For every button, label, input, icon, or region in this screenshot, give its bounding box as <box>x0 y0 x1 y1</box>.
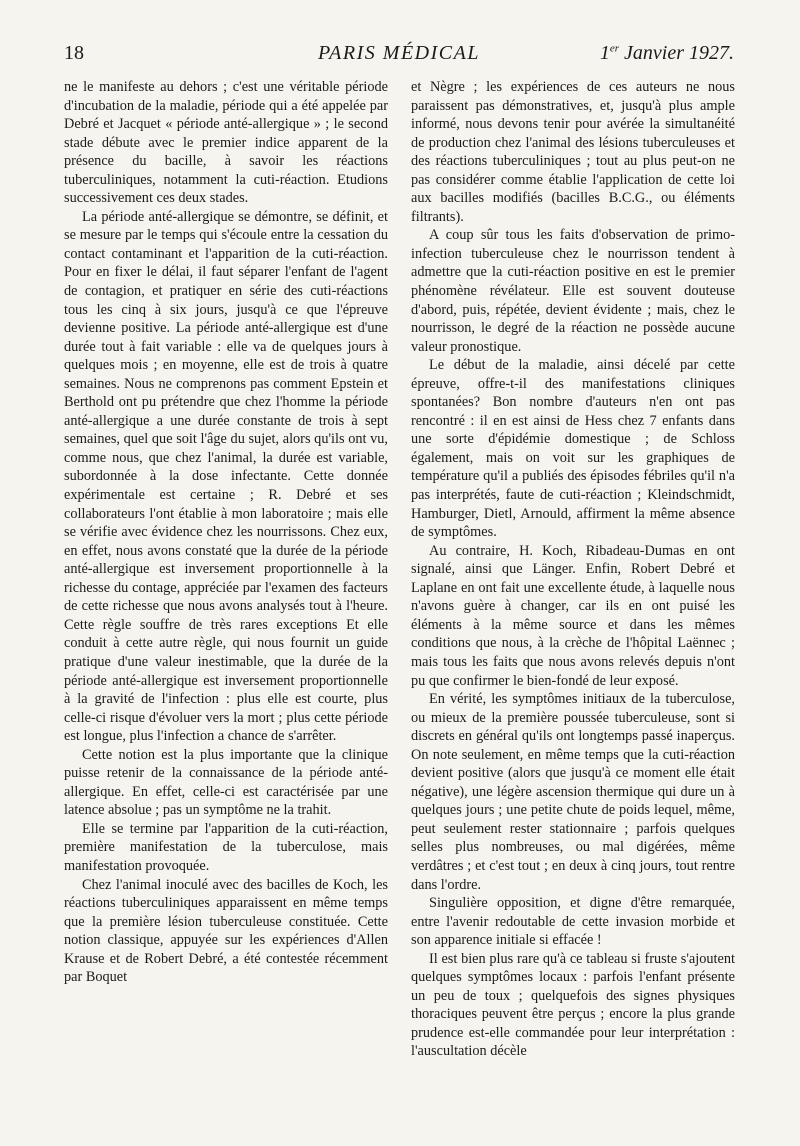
right-paragraph-5: En vérité, les symptômes initiaux de la tuberculose, ou mieux de la première poussée tuberculeuse, sont si discrets en général qu'ils ont longtemps passé inaperçus. On note seulement, en même temps que la cuti-réaction devient positive (alors que jusqu'à ce moment elle était négative), une légère ascension thermique qui dure un à quelques jours ; une petite chute de poids lequel, même, peut seulement rester stationnaire ; parfois quelques selles plus nombreuses, ou mal digérées, même verdâtres ; et c'est tout ; en deux à cinq jours, tout rentre dans l'ordre. <box>411 691 735 893</box>
running-header <box>64 42 734 72</box>
journal-title: PARIS MÉDICAL <box>318 42 480 64</box>
right-paragraph-4: Au contraire, H. Koch, Ribadeau-Dumas en ont signalé, ainsi que Länger. Enfin, Robert Debré et Laplane en ont fait une excellente étude, à laquelle nous n'avons guère à changer, car ils en ont puisé les éléments à la même source et dans les mêmes conditions que nous, à la crèche de l'hôpital Laënnec ; mais tous les faits que nous avons relevés depuis n'ont pu que confirmer le bien-fondé de leur exposé. <box>411 542 735 689</box>
date-day: 1 <box>599 42 610 64</box>
right-paragraph-2: A coup sûr tous les faits d'observation de primo-infection tuberculeuse chez le nourrisson tendent à admettre que la cuti-réaction positive en est le premier phénomène révélateur. Elle est souvent douteuse d'abord, puis, répétée, devient évidente ; mais, chez le nourrisson, le degré de la réaction ne possède aucune valeur pronostique. <box>411 227 735 355</box>
left-paragraph-2: La période anté-allergique se démontre, se définit, et se mesure par le temps qui s'écoule entre la cessation du contact contaminant et l'apparition de la cuti-réaction. Pour en fixer le délai, il faut séparer l'enfant de l'agent de contagion, et pratiquer en série des cuti-réactions tous les cinq à six jours, jusqu'à ce que l'épreuve devienne positive. La période anté-allergique est d'une durée tout à fait variable : elle va de quelques jours à quelques mois ; en moyenne, elle est de trois à quatre semaines. Nous ne comprenons pas comment Epstein et Berthold ont pu prétendre que chez l'homme la période anté-allergique a une durée constante de trois à sept semaines, quel que soit l'âge du sujet, alors qu'ils ont vu, comme nous, que chez l'animal, la durée est variable, subordonnée à la dose infectante. Cette donnée expérimentale est certaine ; R. Debré et ses collaborateurs l'ont établie à mon laboratoire ; mais elle se vérifie avec évidence chez les nourrissons. Chez eux, en effet, nous avons constaté que la durée de la période anté-allergique est inversement proportionnelle à la richesse du contage, appréciée par l'examen des facteurs de cette richesse que nous avons analysés tout à l'heure. Cette règle souffre de très rares exceptions Et elle conduit à cette autre règle, qui nous fournit un guide pratique d'une valeur inestimable, que la durée de la période anté-allergique est inversement proportionnelle à la gravité de l'infection : plus elle est courte, plus celle-ci risque d'évoluer vers la mort ; plus cette période est longue, plus l'infection a chance de s'arrêter. <box>64 208 388 745</box>
right-paragraph-6: Singulière opposition, et digne d'être remarquée, entre l'avenir redoutable de cette invasion morbide et son apparence initiale si effacée ! <box>411 895 735 949</box>
issue-date <box>600 42 734 65</box>
right-paragraph-7: Il est bien plus rare qu'à ce tableau si fruste s'ajoutent quelques symptômes locaux : parfois l'enfant présente un peu de toux ; quelquefois des signes physiques thoraciques peuvent être perçus ; encore la plus grande prudence est-elle commandée pour leur interprétation : l'auscultation décèle <box>411 950 735 1060</box>
left-column <box>64 78 388 987</box>
left-paragraph-5: Chez l'animal inoculé avec des bacilles de Koch, les réactions tuberculiniques apparaissent en même temps que la première lésion tuberculeuse constituée. Cette notion classique, appuyée sur les expériences d'Allen Krause et de Robert Debré, a été contestée récemment par Boquet <box>64 876 388 986</box>
page-number: 18 <box>64 42 84 64</box>
date-superscript: er <box>609 42 620 55</box>
right-paragraph-1: et Nègre ; les expériences de ces auteurs ne nous paraissent pas démonstratives, et, jusqu'à plus ample informé, nous devons tenir pour avérée la simultanéité de production chez l'animal des lésions tuberculeuses et des réactions tuberculiniques ; tout au plus peut-on ne pas considérer comme établie l'application de cette loi aux bacilles modifiés (bacilles B.C.G., ou éléments filtrants). <box>411 79 735 225</box>
left-paragraph-1: ne le manifeste au dehors ; c'est une véritable période d'incubation de la maladie, période qui a été appelée par Debré et Jacquet « période anté-allergique » ; le second stade débute avec le premier indice apparent de la présence du bacille, à savoir les réactions tuberculiniques, notamment la cuti-réaction. Etudions successivement ces deux stades. <box>64 79 388 207</box>
left-paragraph-4: Elle se termine par l'apparition de la cuti-réaction, première manifestation de la tuberculose, mais manifestation provoquée. <box>64 820 388 874</box>
right-paragraph-3: Le début de la maladie, ainsi décelé par cette épreuve, offre-t-il des manifestations cliniques spontanées? Bon nombre d'auteurs n'en ont pas rencontré : il en est ainsi de Hess chez 7 enfants dans une sorte d'épidémie domestique ; de Schloss également, mais on voit sur les graphiques de température qu'il a publiés des épisodes fébriles qu'il n'a pas interprétés, faute de cuti-réaction ; Kleindschmidt, Hamburger, Dietl, Arnould, affirment la même absence de symptômes. <box>411 357 735 541</box>
right-column <box>411 78 735 1061</box>
left-paragraph-3: Cette notion est la plus importante que la clinique puisse retenir de la connaissance de la période anté-allergique. En effet, celle-ci est caractérisée par une latence absolue ; pas un symptôme ne la trahit. <box>64 746 388 819</box>
date-rest: Janvier 1927. <box>619 42 734 64</box>
